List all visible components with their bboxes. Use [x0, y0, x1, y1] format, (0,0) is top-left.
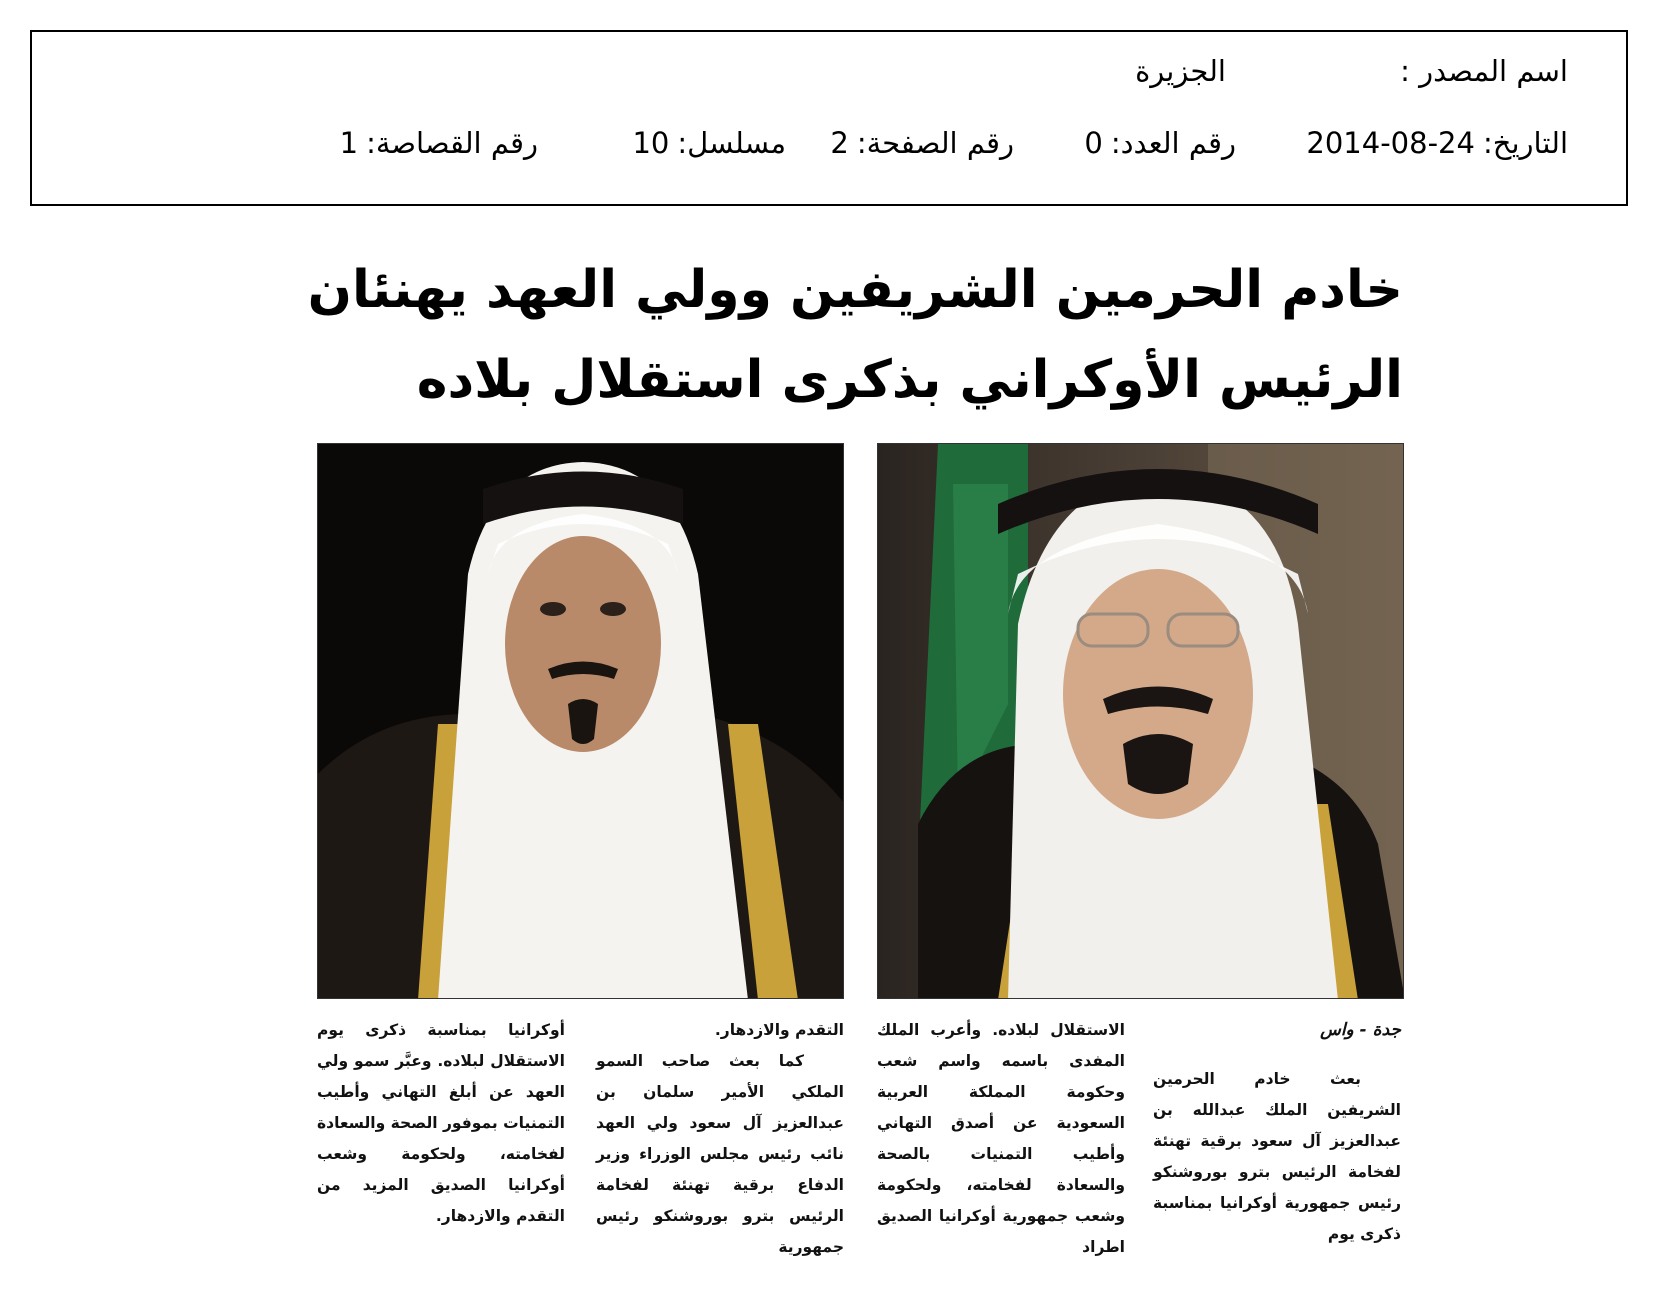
source-label: اسم المصدر : — [1400, 54, 1568, 88]
source-value: الجزيرة — [1135, 54, 1226, 88]
serial-value: 10 — [632, 126, 670, 160]
serial-field — [632, 126, 786, 160]
headline-line-1: خادم الحرمين الشريفين وولي العهد يهنئان — [307, 260, 1403, 320]
article-paragraph: الاستقلال لبلاده. وأعرب الملك المفدى باسمه واسم شعب وحكومة المملكة العربية السعودية عن أصدق التهاني وأطيب التمنيات بالصحة والسعادة لفخامته، ولحكومة وشعب جمهورية أوكرانيا الصديق اطراد — [877, 1021, 1125, 1256]
page-label: رقم الصفحة: — [856, 126, 1014, 160]
issue-field — [1084, 126, 1236, 160]
article-paragraph: التقدم والازدهار. — [714, 1021, 844, 1039]
source-info-box — [30, 30, 1628, 206]
serial-label: مسلسل: — [677, 126, 786, 160]
clip-value: 1 — [339, 126, 359, 160]
article-column-2 — [877, 1015, 1125, 1263]
clip-field — [340, 126, 538, 160]
article-paragraph: بعث خادم الحرمين الشريفين الملك عبدالله بن عبدالعزيز آل سعود برقية تهنئة لفخامة الرئيس بترو بوروشنكو رئيس جمهورية أوكرانيا بمناسبة ذكرى يوم — [1153, 1070, 1401, 1243]
article-column-4 — [317, 1015, 565, 1232]
page-field — [830, 126, 1014, 160]
photo-crown-prince-salman — [317, 443, 844, 999]
article-column-3 — [596, 1015, 844, 1263]
date-field — [1306, 126, 1568, 160]
clip-label: رقم القصاصة: — [366, 126, 538, 160]
dateline: جدة - واس — [1320, 1020, 1401, 1040]
article-paragraph: أوكرانيا بمناسبة ذكرى يوم الاستقلال لبلاده. وعبَّر سمو ولي العهد عن أبلغ التهاني وأطيب التمنيات بموفور الصحة والسعادة لفخامته، ولحكومة وشعب أوكرانيا الصديق المزيد من التقدم والازدهار. — [317, 1021, 565, 1225]
portrait-crown-prince-illustration — [318, 444, 844, 999]
issue-label: رقم العدد: — [1110, 126, 1236, 160]
article-column-1 — [1153, 1015, 1401, 1250]
issue-value: 0 — [1084, 126, 1103, 160]
page-value: 2 — [830, 126, 849, 160]
headline-line-2: الرئيس الأوكراني بذكرى استقلال بلاده — [416, 350, 1403, 410]
portrait-king-illustration — [878, 444, 1404, 999]
date-value: 2014-08-24 — [1306, 126, 1475, 160]
photo-king-abdullah — [877, 443, 1404, 999]
article-paragraph: كما بعث صاحب السمو الملكي الأمير سلمان بن عبدالعزيز آل سعود ولي العهد نائب رئيس مجلس الوزراء وزير الدفاع برقية تهنئة لفخامة الرئيس بترو بوروشنكو رئيس جمهورية — [596, 1052, 844, 1256]
date-label: التاريخ: — [1482, 126, 1568, 160]
